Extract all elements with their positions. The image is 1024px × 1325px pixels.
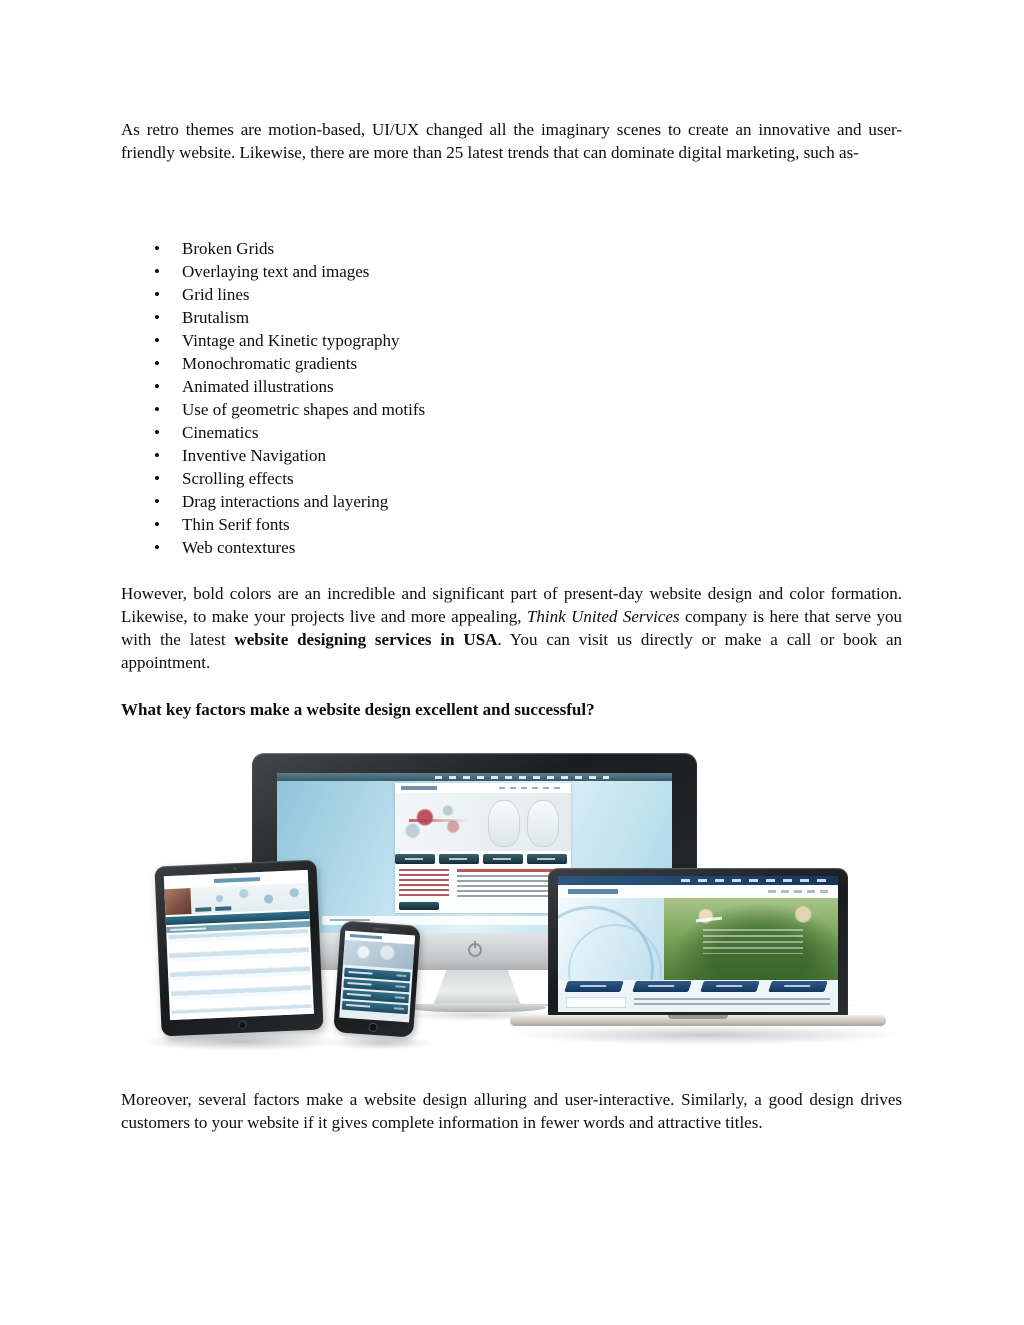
banner-photo xyxy=(164,888,191,915)
monitor-button-row xyxy=(395,854,571,864)
services-text-2: company is here that serve you with the latest xyxy=(121,607,902,649)
trend-list-item: • Vintage and Kinetic typography xyxy=(121,329,902,352)
camera-dot-icon xyxy=(233,867,236,870)
phone-shadow xyxy=(328,1036,433,1050)
site-logo xyxy=(350,934,382,939)
key-factors-heading: What key factors make a website design excellent and successful? xyxy=(121,700,595,719)
site-top-links xyxy=(499,787,565,789)
laptop-button-row xyxy=(558,980,838,993)
tablet-form-rows xyxy=(168,929,311,1014)
laptop-bezel xyxy=(548,868,848,1020)
speaker-slot-icon xyxy=(372,928,388,931)
site-logo xyxy=(568,889,618,894)
trend-list-item: • Broken Grids xyxy=(121,237,902,260)
paragraph-closing: Moreover, several factors make a website design alluring and user-interactive. Similarly, a good design drives customers to your website if it gives complete information in fewer words and attractive titles. xyxy=(121,1090,902,1132)
red-heading-placeholder xyxy=(457,869,557,872)
site-nav-button xyxy=(632,981,692,992)
power-logo-icon xyxy=(468,943,482,957)
document-content xyxy=(121,0,902,1134)
trend-list-item: • Overlaying text and images xyxy=(121,260,902,283)
phone-photo xyxy=(343,940,415,970)
site-nav-button xyxy=(564,981,624,992)
site-nav-button xyxy=(700,981,760,992)
garden-photo xyxy=(664,898,838,980)
site-cta-button xyxy=(399,902,439,910)
company-name-italic: Think United Services xyxy=(526,607,680,626)
site-nav-button xyxy=(395,854,435,864)
services-text-3: . You can visit us directly or make a call or book an appointment. xyxy=(121,630,902,672)
trend-list xyxy=(121,237,902,559)
site-nav-button xyxy=(483,854,523,864)
banner-button xyxy=(215,906,231,911)
menu-bar xyxy=(342,1001,408,1015)
navbar-menu-items xyxy=(435,776,609,779)
trend-list-item: • Drag interactions and layering xyxy=(121,490,902,513)
laptop-screen xyxy=(558,876,838,1012)
trend-list-item: • Scrolling effects xyxy=(121,467,902,490)
trend-list-item: • Inventive Navigation xyxy=(121,444,902,467)
tablet-device xyxy=(154,860,323,1037)
tablet-screen xyxy=(164,870,314,1020)
photo-caption-lines xyxy=(703,929,804,954)
tooth-graphic xyxy=(527,800,559,847)
site-logo xyxy=(401,786,437,790)
trend-list-item: • Thin Serif fonts xyxy=(121,513,902,536)
monitor-site-navbar xyxy=(277,773,672,781)
site-contact-text xyxy=(768,890,830,893)
services-text-1: However, bold colors are an incredible and significant part of present-day website design and color formation. Likewise, to make your projects live and more appealing, xyxy=(121,584,902,626)
trend-list-item: • Use of geometric shapes and motifs xyxy=(121,398,902,421)
trend-list-item: • Web contextures xyxy=(121,536,902,559)
smartphone-device xyxy=(333,920,421,1037)
trend-list-item: • Monochromatic gradients xyxy=(121,352,902,375)
laptop-device xyxy=(548,868,848,1028)
site-nav-button xyxy=(768,981,828,992)
photo-script-text xyxy=(696,916,722,922)
trend-list-item: • Grid lines xyxy=(121,283,902,306)
paragraph-intro: As retro themes are motion-based, UI/UX changed all the imaginary scenes to create an innovative and user-friendly website. Likewise, there are more than 25 latest trends that can dominate digital marketing, such as- xyxy=(121,120,902,162)
trend-list-item: • Animated illustrations xyxy=(121,375,902,398)
water-swirl-graphic xyxy=(558,898,664,980)
phone-screen xyxy=(339,931,415,1023)
footer-box xyxy=(566,997,626,1008)
monitor-stand-base xyxy=(408,1003,546,1012)
laptop-footer-strip xyxy=(558,993,838,1012)
tablet-banner xyxy=(164,883,309,915)
home-button-icon xyxy=(238,1021,246,1029)
laptop-shadow xyxy=(512,1025,902,1045)
site-nav-button xyxy=(527,854,567,864)
services-bold-phrase: website designing services in USA xyxy=(234,630,498,649)
trend-list-item: • Brutalism xyxy=(121,306,902,329)
site-nav-button xyxy=(439,854,479,864)
monitor-hero-image xyxy=(395,793,571,851)
navbar-menu-items xyxy=(681,879,827,882)
footer-text-placeholder xyxy=(634,998,830,1007)
trend-list-item: • Cinematics xyxy=(121,421,902,444)
site-logo-row xyxy=(395,783,571,793)
laptop-hero-section xyxy=(558,898,838,980)
site-logo xyxy=(214,877,260,883)
laptop-base xyxy=(510,1015,886,1026)
home-button-icon xyxy=(368,1023,378,1033)
site-logo-row xyxy=(558,885,838,898)
hero-red-accent xyxy=(409,819,469,822)
laptop-site-navbar xyxy=(558,876,838,885)
monitor-text-section xyxy=(395,869,571,901)
paragraph-services xyxy=(121,582,902,674)
banner-button xyxy=(195,907,211,912)
tooth-graphic xyxy=(488,800,520,847)
responsive-devices-illustration xyxy=(140,743,895,1068)
monitor-site-content-card xyxy=(395,783,571,913)
sidebar-text-placeholder xyxy=(399,869,449,897)
